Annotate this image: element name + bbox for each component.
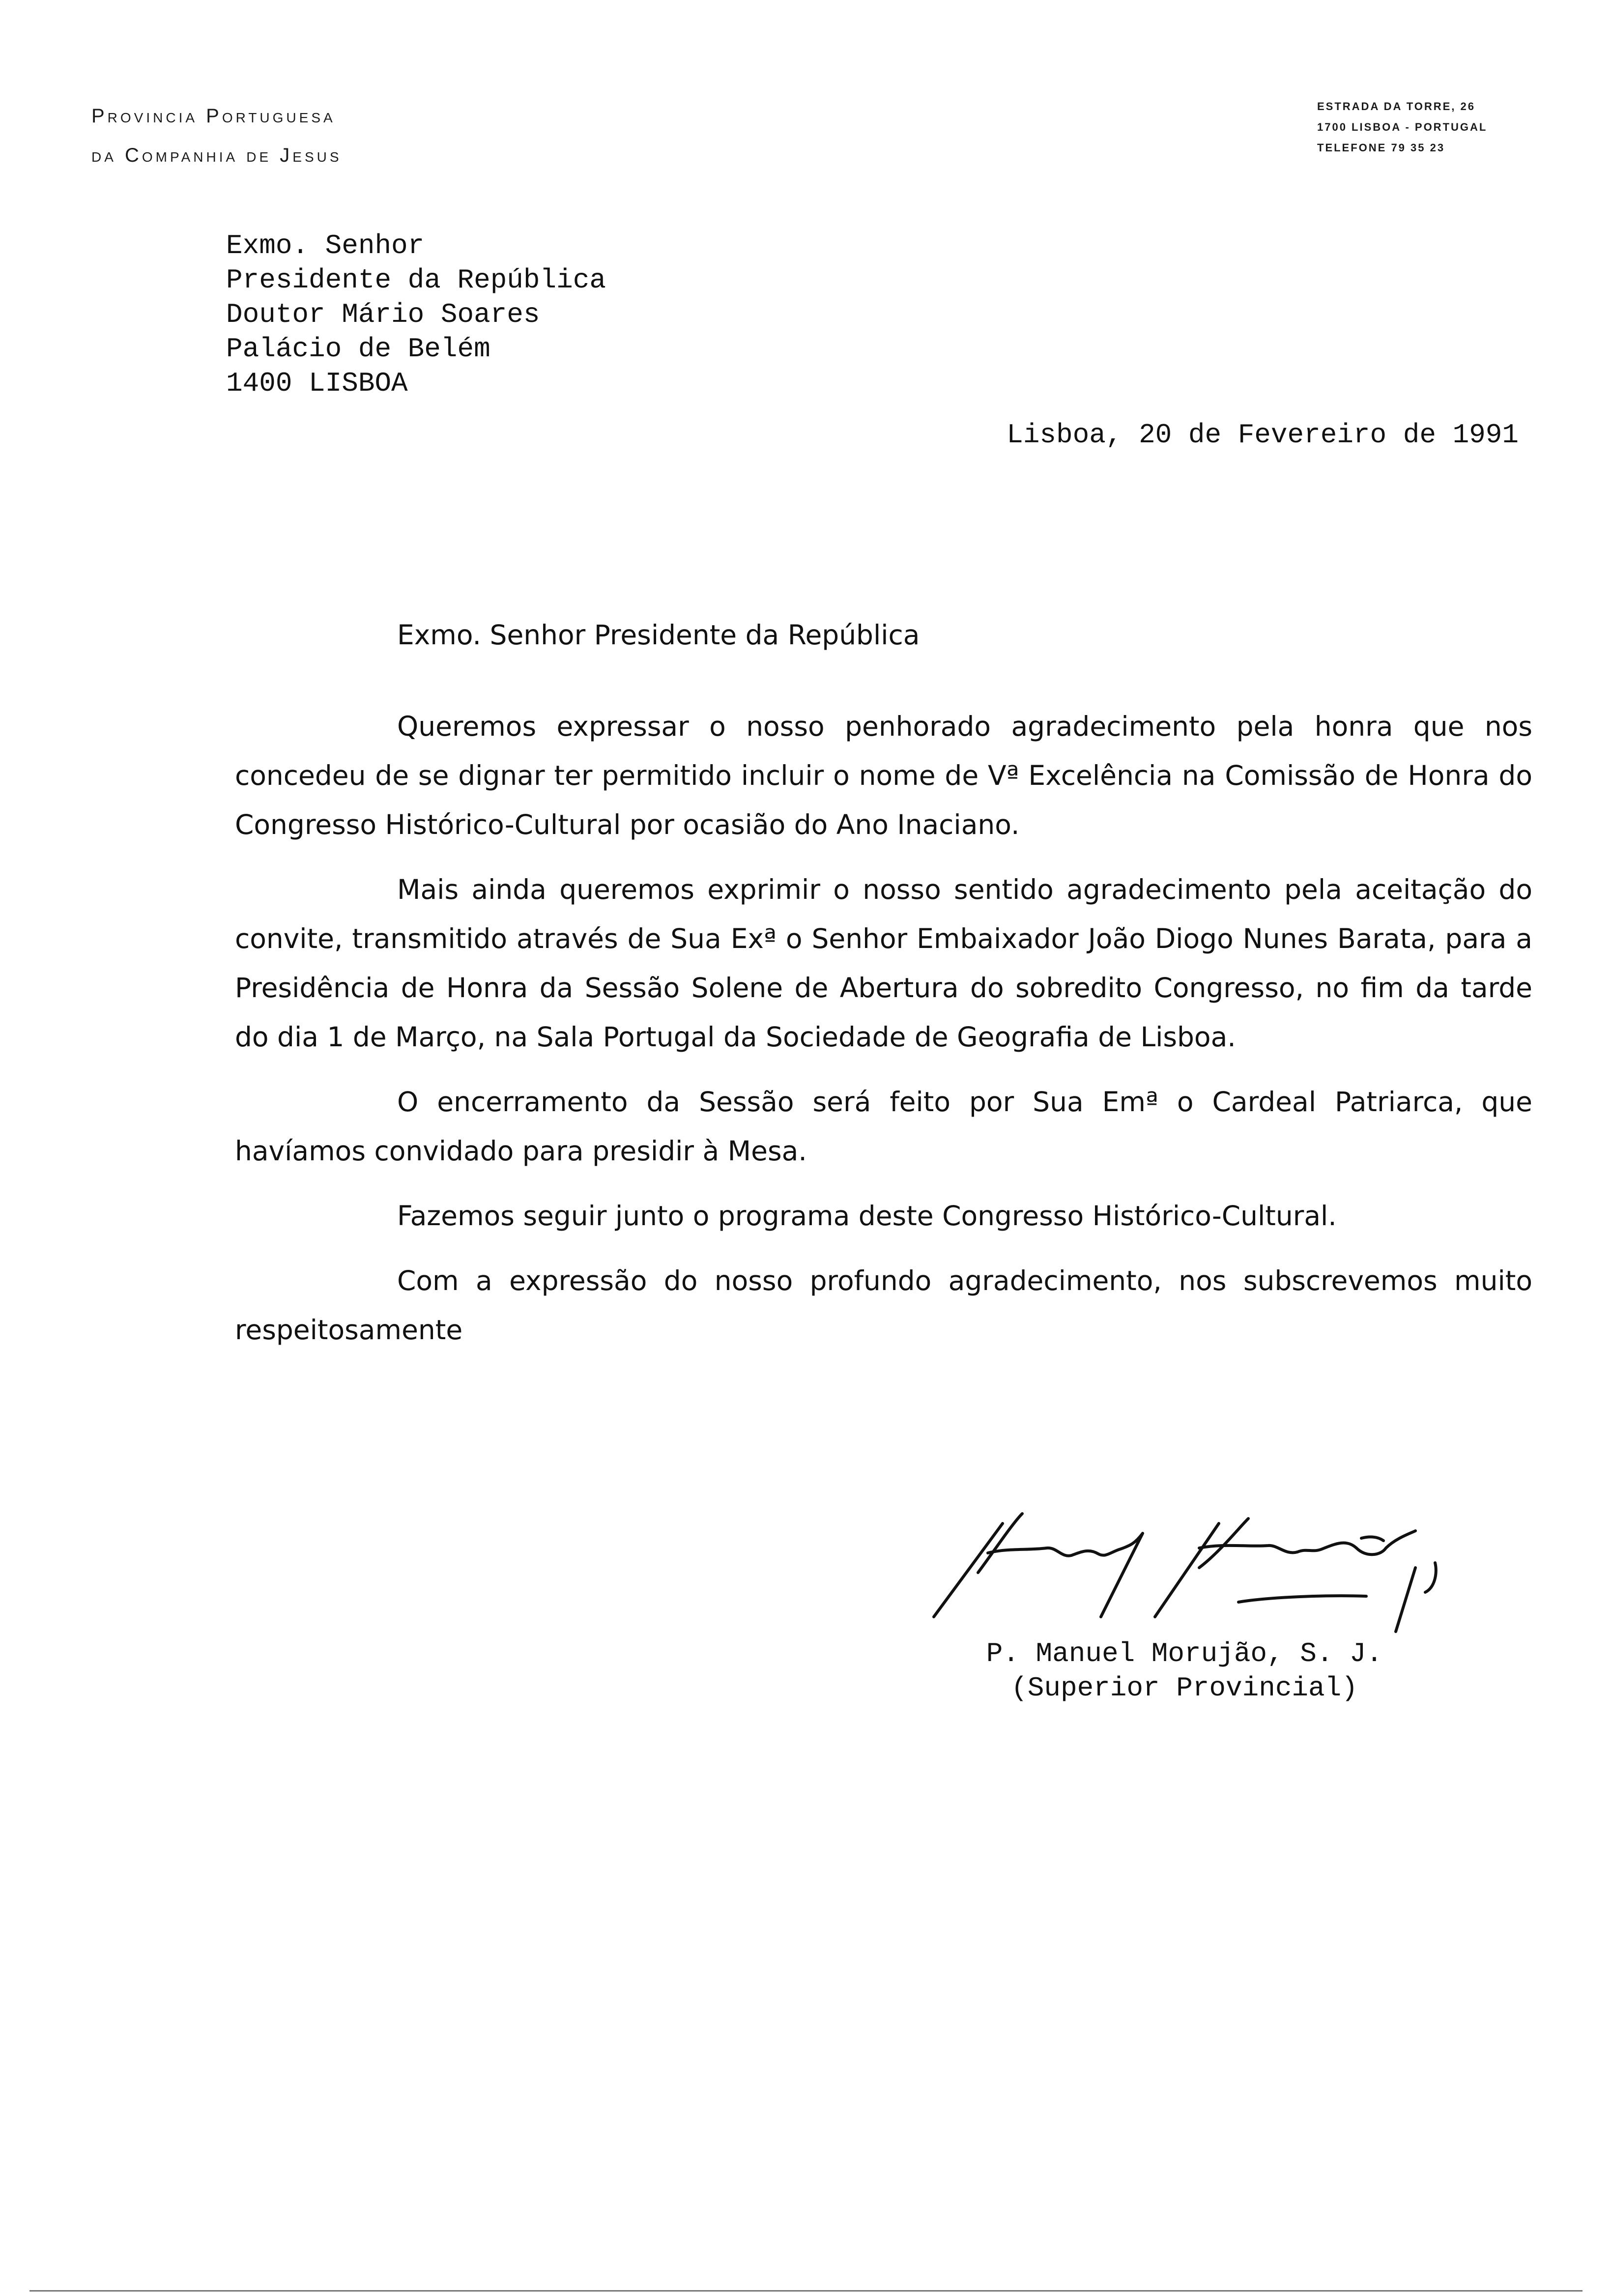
org-line-1: Provincia Portuguesa bbox=[91, 105, 336, 127]
recipient-line-3: Doutor Mário Soares bbox=[226, 299, 540, 330]
address-line-2: 1700 LISBOA - PORTUGAL bbox=[1317, 121, 1488, 133]
paragraph-2: Mais ainda queremos exprimir o nosso sentido agradecimento pela aceitação do convite, transmitido através de Sua Exª o Senhor Embaixador João Diogo Nunes Barata, para a Presidência de Honra da Sessão Solene de Abertura do sobredito Congresso, no fim da tarde do dia 1 de Março, na Sala Portugal da Sociedade de Geografia de Lisboa. bbox=[235, 874, 1532, 1053]
paragraph-4: Fazemos seguir junto o programa deste Congresso Histórico-Cultural. bbox=[397, 1200, 1337, 1232]
signer-block bbox=[973, 1636, 1396, 1705]
bottom-rule bbox=[29, 2290, 1583, 2292]
handwritten-signature bbox=[924, 1494, 1465, 1641]
org-line-2: da Companhia de Jesus bbox=[91, 144, 342, 166]
recipient-line-5: 1400 LISBOA bbox=[226, 368, 408, 399]
recipient-line-2: Presidente da República bbox=[226, 264, 606, 296]
address-line-3: TELEFONE 79 35 23 bbox=[1317, 142, 1445, 154]
date-line: Lisboa, 20 de Fevereiro de 1991 bbox=[1007, 419, 1519, 451]
recipient-block bbox=[226, 229, 606, 401]
paragraph-3: O encerramento da Sessão será feito por Sua Emª o Cardeal Patriarca, que havíamos convidado para presidir à Mesa. bbox=[235, 1086, 1532, 1167]
letterhead-organization bbox=[91, 96, 342, 175]
recipient-line-1: Exmo. Senhor bbox=[226, 230, 425, 261]
recipient-line-4: Palácio de Belém bbox=[226, 333, 490, 365]
signer-name: P. Manuel Morujão, S. J. bbox=[986, 1638, 1383, 1669]
address-line-1: ESTRADA DA TORRE, 26 bbox=[1317, 100, 1476, 113]
paragraph-5: Com a expressão do nosso profundo agradecimento, nos subscrevemos muito respeitosamente bbox=[235, 1265, 1532, 1346]
salutation: Exmo. Senhor Presidente da República bbox=[397, 619, 920, 651]
paragraph-1: Queremos expressar o nosso penhorado agradecimento pela honra que nos concedeu de se dignar ter permitido incluir o nome de Vª Excelência na Comissão de Honra do Congresso Histórico-Cultural por ocasião do Ano Inaciano. bbox=[235, 711, 1532, 840]
signer-title: (Superior Provincial) bbox=[1011, 1672, 1358, 1704]
letter-body bbox=[235, 702, 1532, 1370]
signature-drawing bbox=[924, 1494, 1465, 1641]
letterhead-address bbox=[1317, 96, 1487, 158]
